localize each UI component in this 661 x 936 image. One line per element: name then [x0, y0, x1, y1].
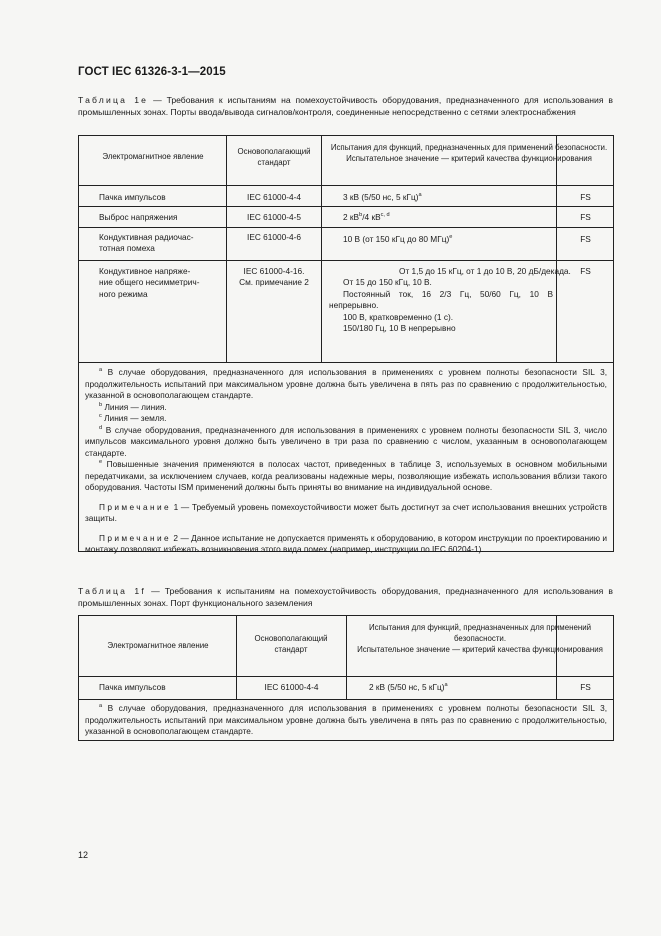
note-2: Примечание 2 — Данное испытание не допускается применять к оборудованию, в котором инструкции по проектированию и монтажу позволяют избежать возникновения этого вида помех (например, инструкции по IEC 60204-1). — [85, 532, 607, 554]
row-burst-value: 3 кВ (5/50 нс, 5 кГц)$^a$ — [343, 192, 422, 202]
header-standard: Основополагающий стандарт — [237, 147, 311, 167]
table-1f-caption-text: — Требования к испытаниям на помехоустойчивость оборудования, предназначенного для использования в промышленных зонах. Порт функционального заземления — [78, 586, 614, 608]
row-burst-phenomenon: Пачка импульсов — [99, 192, 166, 202]
row-rf-value: 10 В (от 150 кГц до 80 МГц)$^e$ — [343, 234, 453, 244]
table-1e-caption-text: — Требования к испытаниям на помехоустойчивость оборудования, предназначенного для использования в промышленных зонах. Порты ввода/вывода сигналов/контроля, соединенные непосредственно с сетями электроснабжения — [78, 95, 613, 117]
row-burst-phenomenon: Пачка импульсов — [99, 682, 166, 692]
header-phenomenon: Электромагнитное явление — [102, 152, 204, 161]
header-test-title: Испытания для функций, предназначенных для применений безопасности. — [368, 623, 592, 643]
header-test-sub: Испытательное значение — критерий качества функционирования — [346, 154, 592, 163]
row-burst-criterion: FS — [580, 192, 591, 202]
row-burst-value: 2 кВ (5/50 нс, 5 кГц)$^a$ — [369, 682, 448, 692]
footnote-d: $^d$ В случае оборудования, предназначенного для использования в применениях с уровнем полноты безопасности SIL 3, число импульсов максимального уровня должно быть увеличено в три раза по сравнению с числом, указанным в основополагающем стандарте. — [85, 424, 608, 458]
table-1f-footnotes — [85, 703, 607, 738]
table-1e-caption — [78, 95, 613, 118]
row-rf-standard: IEC 61000-4-6 — [247, 232, 301, 242]
header-phenomenon: Электромагнитное явление — [107, 641, 209, 650]
row-cm-standard: IEC 61000-4-16. См. примечание 2 — [239, 266, 309, 288]
row-surge-phenomenon: Выброс напряжения — [99, 212, 178, 222]
footnote-a: $^a$ В случае оборудования, предназначенного для использования в применениях с уровнем полноты безопасности SIL 3, продолжительность испытаний при максимальном уровне должна быть увеличена в пять раз по сравнению с продолжительностью, указанной в основополагающем стандарте. — [85, 367, 607, 400]
header-test-title: Испытания для функций, предназначенных для применений безопасности. — [330, 143, 608, 152]
row-cm-phenomenon: Кондуктивное напряже- ние общего несимметрич- ного режима — [99, 266, 200, 299]
row-cm-criterion: FS — [580, 266, 591, 276]
row-burst-criterion: FS — [580, 682, 591, 692]
table-1e — [78, 135, 614, 552]
header-test — [349, 622, 611, 655]
row-rf-phenomenon: Кондуктивная радиочас- тотная помеха — [99, 232, 194, 254]
table-1f-label: Таблица 1f — [78, 586, 146, 596]
footnote-a: $^a$ В случае оборудования, предназначенного для использования в применениях с уровнем полноты безопасности SIL 3, продолжительность испытаний при максимальном уровне должна быть увеличена в пять раз по сравнению с продолжительностью, указанной в основополагающем стандарте. — [85, 703, 607, 736]
row-burst-standard: IEC 61000-4-4 — [264, 682, 319, 692]
row-burst-standard: IEC 61000-4-4 — [247, 192, 301, 202]
header-test — [329, 142, 609, 164]
footnote-b: $^b$ Линия — линия. — [99, 401, 167, 412]
row-surge-standard: IEC 61000-4-5 — [247, 212, 301, 222]
row-rf-criterion: FS — [580, 234, 591, 244]
row-surge-value: 2 $кВ^b/4$ кВ$^{c, d}$ — [343, 212, 390, 222]
header-standard: Основополагающий стандарт — [254, 634, 328, 654]
header-test-sub: Испытательное значение — критерий качества функционирования — [357, 645, 603, 654]
table-1f — [78, 615, 614, 741]
row-cm-value: От 1,5 до 15 кГц, от 1 до 10 В, 20 дБ/декада. От 15 до 150 кГц, 10 В. Постоянный ток, 16 2/3 Гц, 50/60 Гц, 10 В непрерывно. 100 В, кратковременно (1 с). 150/180 Гц, 10 В непрерывно — [329, 266, 571, 334]
footnote-c: $^c$ Линия — земля. — [99, 413, 167, 423]
page-number: 12 — [78, 850, 89, 860]
row-surge-criterion: FS — [580, 212, 591, 222]
footnote-e: $^e$ Повышенные значения применяются в полосах частот, приведенных в таблице 3, используемых в основном мобильными передатчиками, за исключением случаев, когда реализованы надежные меры, позволяющие избежать использования вблизи такого оборудования. Частоты ISM применений должны быть приняты во внимание на индивидуальной основе. — [85, 459, 608, 492]
table-1f-caption — [78, 586, 613, 609]
document-title: ГОСТ IEC 61326-3-1—2015 — [78, 66, 226, 78]
table-1e-label: Таблица 1е — [78, 95, 149, 105]
table-1e-footnotes — [85, 367, 607, 556]
note-1: Примечание 1 — Требуемый уровень помехоустойчивости может быть достигнут за счет использования внешних устройств защиты. — [85, 501, 607, 523]
